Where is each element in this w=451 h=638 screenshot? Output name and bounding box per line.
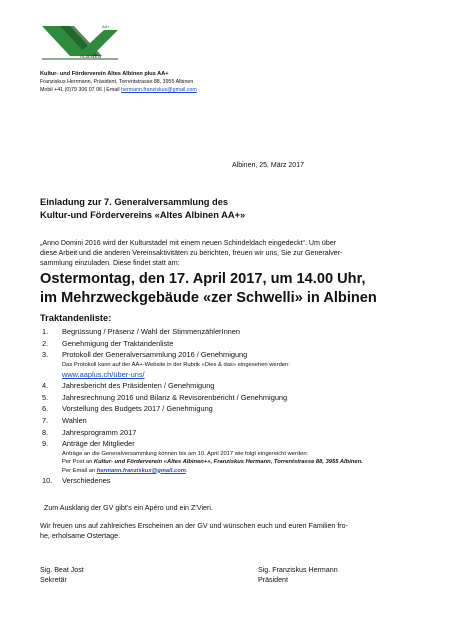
agenda-item-text: Wahlen	[62, 415, 87, 425]
agenda-item	[40, 380, 430, 392]
agenda-item-text: Anträge der Mitglieder	[62, 439, 135, 449]
intro-line: diese Arbeit und die anderen Vereinsaktivitäten zu berichten, freuen wir uns, Sie zur Generalver-	[40, 249, 343, 257]
agenda-item-number: 8.	[42, 427, 49, 437]
letter-date: Albinen, 25. März 2017	[232, 162, 304, 169]
agenda-item	[40, 326, 430, 338]
protocol-link-line	[62, 369, 451, 380]
agenda-item-number: 4.	[42, 381, 49, 391]
agenda-item-text: Jahresrechnung 2016 und Bilanz & Revisorenbericht / Genehmigung	[62, 392, 288, 402]
intro-line: sammlung einzuladen. Diese findet statt am:	[40, 259, 180, 267]
agenda-item-text: Vorstellung des Budgets 2017 / Genehmigung	[62, 404, 213, 414]
agenda-item-number: 9.	[42, 439, 49, 449]
signature-secretary	[40, 565, 84, 585]
contact-prefix: Mobil +41 (0)79 306 07 06 | Email	[40, 87, 122, 93]
agenda-item-number: 10.	[42, 475, 53, 485]
agenda-item-number: 3.	[42, 350, 49, 360]
org-address: Franziskus Herrmann, Präsident, Torrentstrasse 88, 3955 Albinen	[40, 79, 194, 85]
title-line: Kultur-und Fördervereins «Altes Albinen AA+»	[40, 210, 246, 220]
agenda-item-number: 2.	[42, 338, 49, 348]
agenda-item-text: Verschiedenes	[62, 475, 111, 485]
agenda-item-number: 5.	[42, 392, 49, 402]
motions-email-link[interactable]: hermann.franziskus@gmail.com	[96, 467, 186, 474]
letterhead-block	[40, 70, 420, 94]
agenda-item	[40, 403, 430, 415]
signature-role: Präsident	[258, 576, 288, 584]
motions-email-line	[62, 467, 451, 475]
agenda-item	[40, 415, 430, 427]
closing-line: he, erholsame Ostertage.	[40, 532, 121, 540]
closing-line: Wir freuen uns auf zahlreiches Erscheinen an der GV und wünschen euch und euren Familien fro-	[40, 522, 348, 530]
org-contact	[40, 86, 420, 94]
protocol-note: Das Protokoll kann auf der AA+-Website in der Rubrik «Dies & das» eingesehen werden:	[62, 361, 290, 368]
apero-note: Zum Ausklang der GV gibt’s ein Apéro und ein Z’Vieri.	[44, 504, 213, 512]
agenda-item-number: 6.	[42, 404, 49, 414]
agenda-title: Traktandenliste:	[40, 313, 112, 323]
title-line: Einladung zur 7. Generalversammlung des	[40, 197, 229, 207]
invitation-title	[40, 196, 420, 222]
headline-line: im Mehrzweckgebäude «zer Schwelli» in Albinen	[40, 289, 377, 306]
closing-paragraph	[40, 521, 425, 541]
motions-note: Anträge an die Generalversammlung können bis am 10. April 2017 wie folgt eingereicht werden:	[62, 450, 309, 457]
motions-post-name: Kultur- und Förderverein «Altes Albinen+»	[93, 459, 211, 466]
signature-name: Sig. Franziskus Hermann	[258, 566, 338, 574]
intro-line: „Anno Domini 2016 wird der Kulturstadel mit einem neuen Schindeldach eingedeckt“. Um über	[40, 239, 337, 247]
agenda-item	[40, 427, 430, 439]
event-headline	[40, 270, 430, 307]
agenda-item-number: 1.	[42, 327, 49, 336]
headline-line: Ostermontag, den 17. April 2017, um 14.00 Uhr,	[40, 271, 366, 287]
logo-wordmark: ALBINEN	[80, 54, 102, 59]
logo-badge: AA+	[102, 24, 110, 29]
agenda-item-text: Jahresbericht des Präsidenten / Genehmigung	[62, 381, 215, 391]
signature-president	[258, 565, 338, 585]
motions-email-prefix: Per Email an	[62, 467, 97, 474]
motions-email-suffix: .	[185, 467, 188, 474]
agenda-item-text: Jahresprogramm 2017	[62, 427, 137, 437]
motions-post-address: , Franziskus Hermann, Torrentstrasse 88, 3955 Albinen.	[210, 459, 363, 466]
intro-paragraph	[40, 238, 421, 268]
agenda-item	[40, 349, 430, 361]
protocol-link[interactable]: www.aaplus.ch/über-uns/	[62, 370, 145, 380]
motions-post-line	[62, 458, 451, 466]
agenda-list	[40, 326, 430, 487]
email-link[interactable]: hermann.franziskus@gmail.com	[121, 87, 197, 93]
agenda-item-text: Genehmigung der Traktandenliste	[62, 338, 174, 348]
motions-post-prefix: Per Post an	[62, 459, 94, 466]
agenda-item	[40, 338, 430, 350]
org-name: Kultur- und Förderverein Altes Albinen plus AA+	[40, 71, 169, 77]
agenda-item	[40, 392, 430, 404]
agenda-item	[40, 438, 430, 450]
signature-name: Sig. Beat Jost	[40, 566, 84, 574]
agenda-item-text: Protokoll der Generalversammlung 2016 / Genehmigung	[62, 350, 248, 360]
agenda-item-text: Begrüssung / Präsenz / Wahl der StimmenzählerInnen	[62, 327, 241, 336]
agenda-item	[40, 475, 430, 487]
signature-role: Sekretär	[40, 576, 67, 584]
agenda-item-number: 7.	[42, 415, 49, 425]
